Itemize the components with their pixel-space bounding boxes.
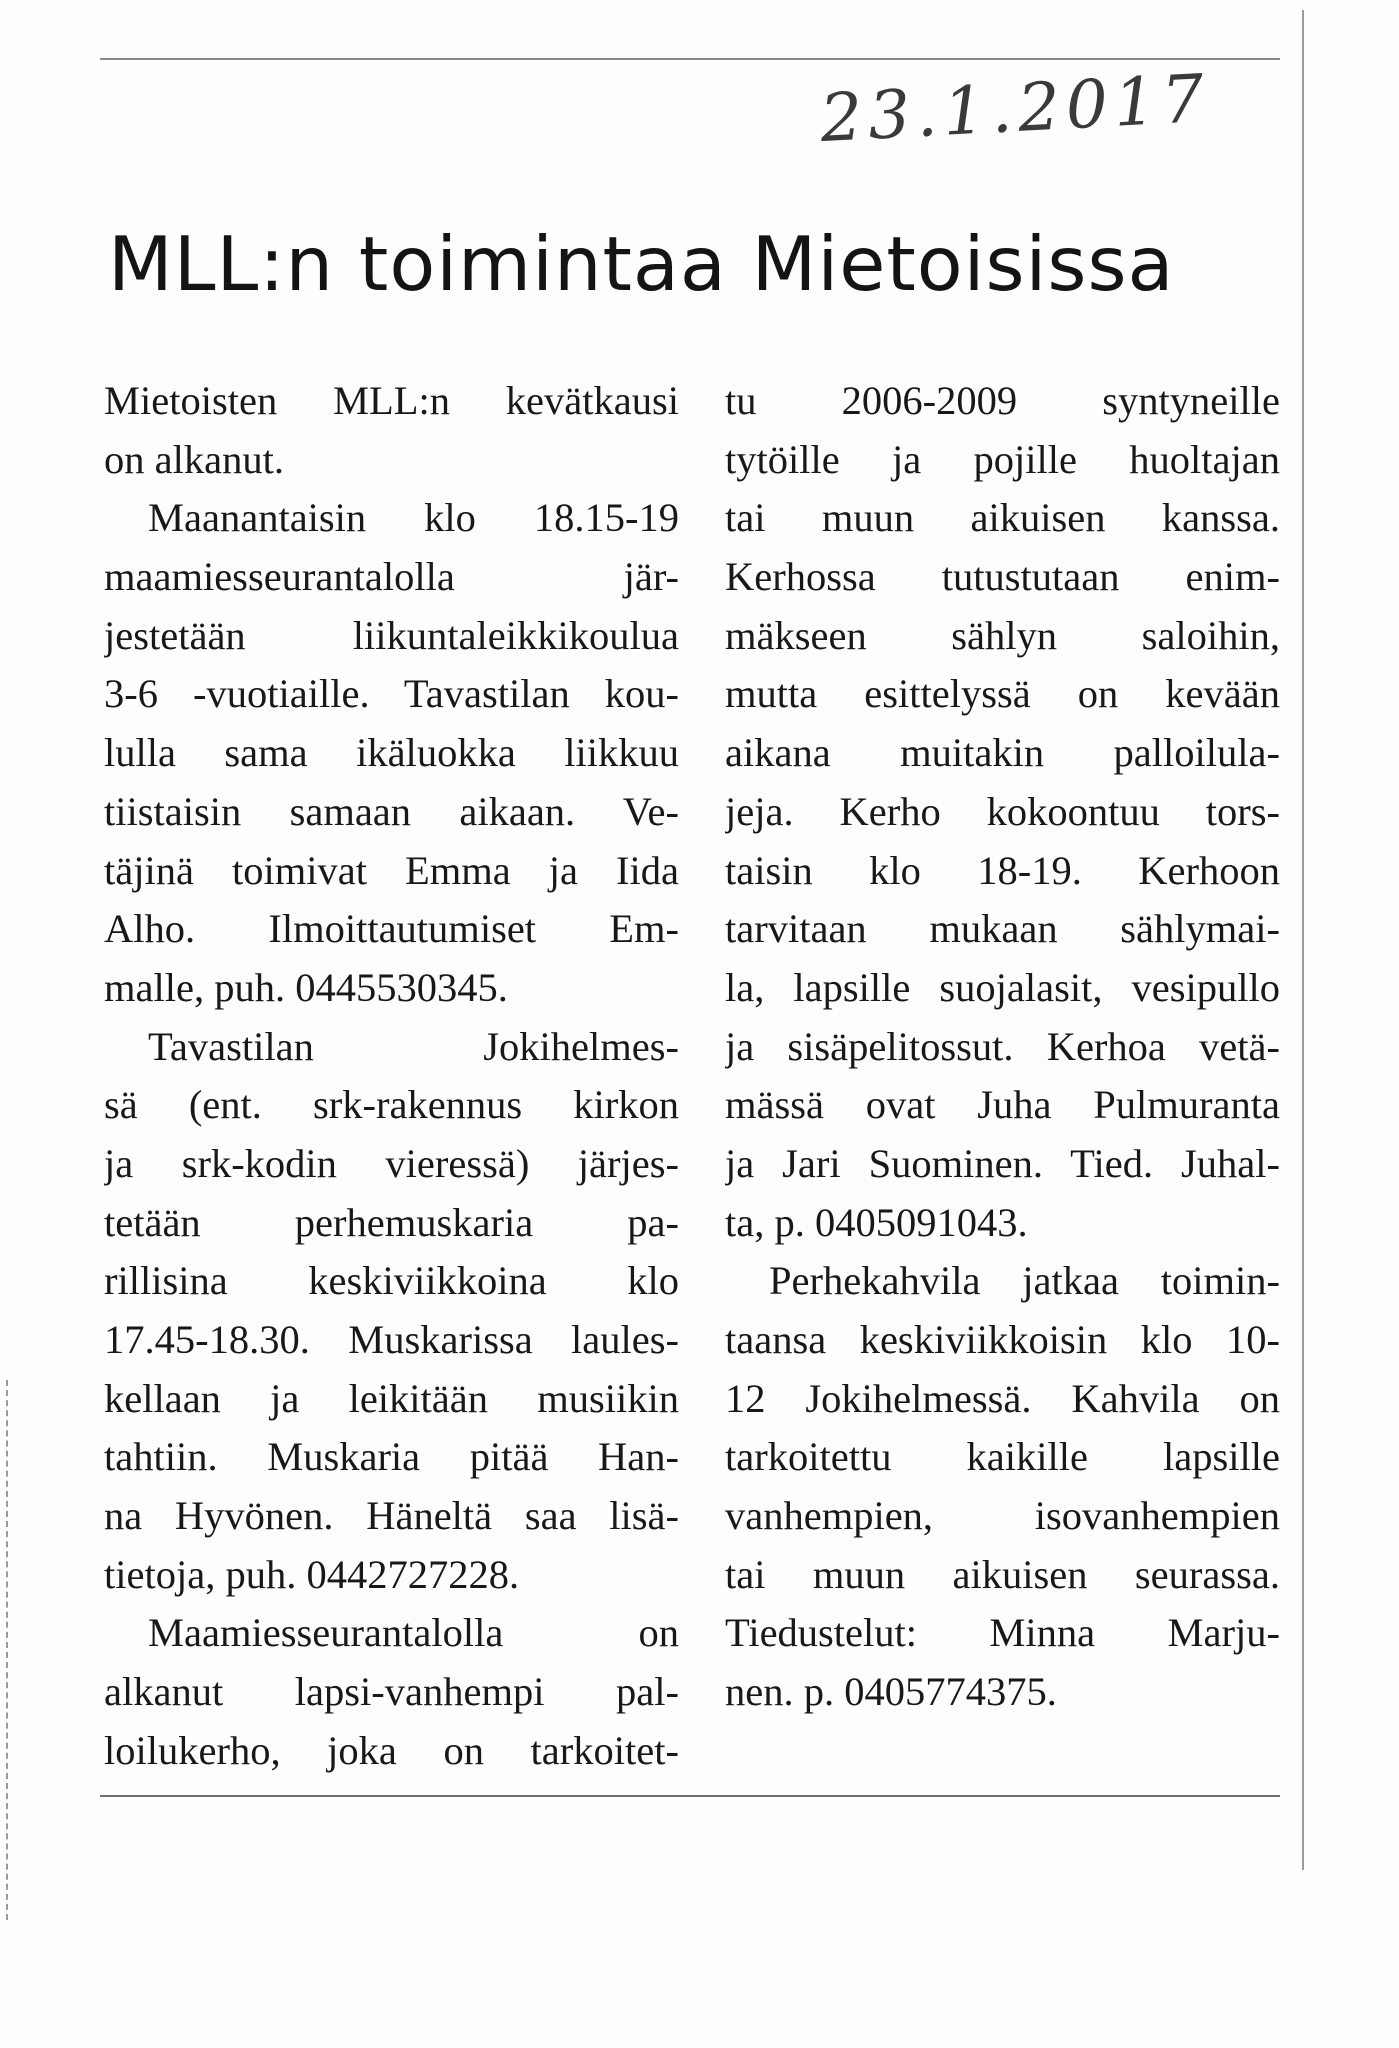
handwritten-date: 23.1.2017 xyxy=(818,59,1212,158)
article-line: ta, p. 0405091043. xyxy=(725,1199,1028,1245)
article-line: Tavastilan Jokihelmes- xyxy=(148,1023,679,1069)
article-line: mässä ovat Juha Pulmuranta xyxy=(725,1082,1280,1128)
article-line: 12 Jokihelmessä. Kahvila on xyxy=(725,1375,1280,1421)
article-line: tetään perhemuskaria pa- xyxy=(104,1199,679,1245)
article-line: rillisina keskiviikkoina klo xyxy=(104,1258,679,1304)
headline: MLL:n toimintaa Mietoisissa xyxy=(108,220,1175,308)
top-rule xyxy=(100,58,1280,60)
article-line: sä (ent. srk-rakennus kirkon xyxy=(104,1082,679,1128)
article-line: on alkanut. xyxy=(104,436,284,482)
article-line: tarkoitettu kaikille lapsille xyxy=(725,1434,1280,1480)
article-line: taisin klo 18-19. Kerhoon xyxy=(725,847,1280,893)
article-line: kellaan ja leikitään musiikin xyxy=(104,1375,679,1421)
article-line: 17.45-18.30. Muskarissa laules- xyxy=(104,1317,679,1362)
article-line: taansa keskiviikkoisin klo 10- xyxy=(725,1317,1280,1362)
article-line: na Hyvönen. Häneltä saa lisä- xyxy=(104,1493,679,1539)
article-line: Mietoisten MLL:n kevätkausi xyxy=(104,378,679,423)
article-line: jeja. Kerho kokoontuu tors- xyxy=(725,788,1280,834)
article-line: nen. p. 0405774375. xyxy=(725,1669,1057,1715)
article-line: tu 2006-2009 syntyneille xyxy=(725,378,1280,423)
article-line: Perhekahvila jatkaa toimin- xyxy=(769,1258,1280,1304)
article-line: tarvitaan mukaan sählymai- xyxy=(725,906,1280,952)
article-line: 3-6 -vuotiaille. Tavastilan kou- xyxy=(104,671,679,717)
article-line: ja Jari Suominen. Tied. Juhal- xyxy=(725,1140,1280,1186)
article-line: tietoja, puh. 0442727228. xyxy=(104,1551,520,1597)
article-line: vanhempien, isovanhempien xyxy=(725,1493,1280,1539)
article-line: Maanantaisin klo 18.15-19 xyxy=(148,495,679,541)
article-line: tytöille ja pojille huoltajan xyxy=(725,436,1280,482)
article-line: Tiedustelut: Minna Marju- xyxy=(725,1610,1280,1656)
article-line: la, lapsille suojalasit, vesipullo xyxy=(725,964,1280,1010)
article-line: Kerhossa tutustutaan enim- xyxy=(725,554,1280,600)
article-line: tahtiin. Muskaria pitää Han- xyxy=(104,1434,679,1480)
article-line: Alho. Ilmoittautumiset Em- xyxy=(104,906,679,952)
right-scan-edge xyxy=(1302,10,1304,1870)
article-line: täjinä toimivat Emma ja Iida xyxy=(104,847,679,893)
article-line: ja srk-kodin vieressä) järjes- xyxy=(104,1140,679,1186)
article-line: tai muun aikuisen kanssa. xyxy=(725,495,1280,541)
article-line: jestetään liikuntaleikkikoulua xyxy=(104,612,679,658)
article-line: Maamiesseurantalolla on xyxy=(148,1610,679,1656)
article-line: tiistaisin samaan aikaan. Ve- xyxy=(104,788,679,834)
article-line: mutta esittelyssä on kevään xyxy=(725,671,1280,717)
article-column-left xyxy=(104,372,679,1781)
article-line: maamiesseurantalolla jär- xyxy=(104,554,679,600)
left-scan-edge xyxy=(6,1380,8,1920)
bottom-rule xyxy=(100,1795,1280,1797)
article-line: tai muun aikuisen seurassa. xyxy=(725,1551,1280,1597)
article-line: ja sisäpelitossut. Kerhoa vetä- xyxy=(725,1023,1280,1069)
article-line: aikana muitakin palloilula- xyxy=(725,730,1280,776)
article-line: malle, puh. 0445530345. xyxy=(104,964,508,1010)
article-line: loilukerho, joka on tarkoitet- xyxy=(104,1727,679,1773)
article-line: lulla sama ikäluokka liikkuu xyxy=(104,730,679,776)
article-column-right xyxy=(725,372,1280,1722)
article-line: alkanut lapsi-vanhempi pal- xyxy=(104,1669,679,1715)
article-line: mäkseen sählyn saloihin, xyxy=(725,612,1280,658)
